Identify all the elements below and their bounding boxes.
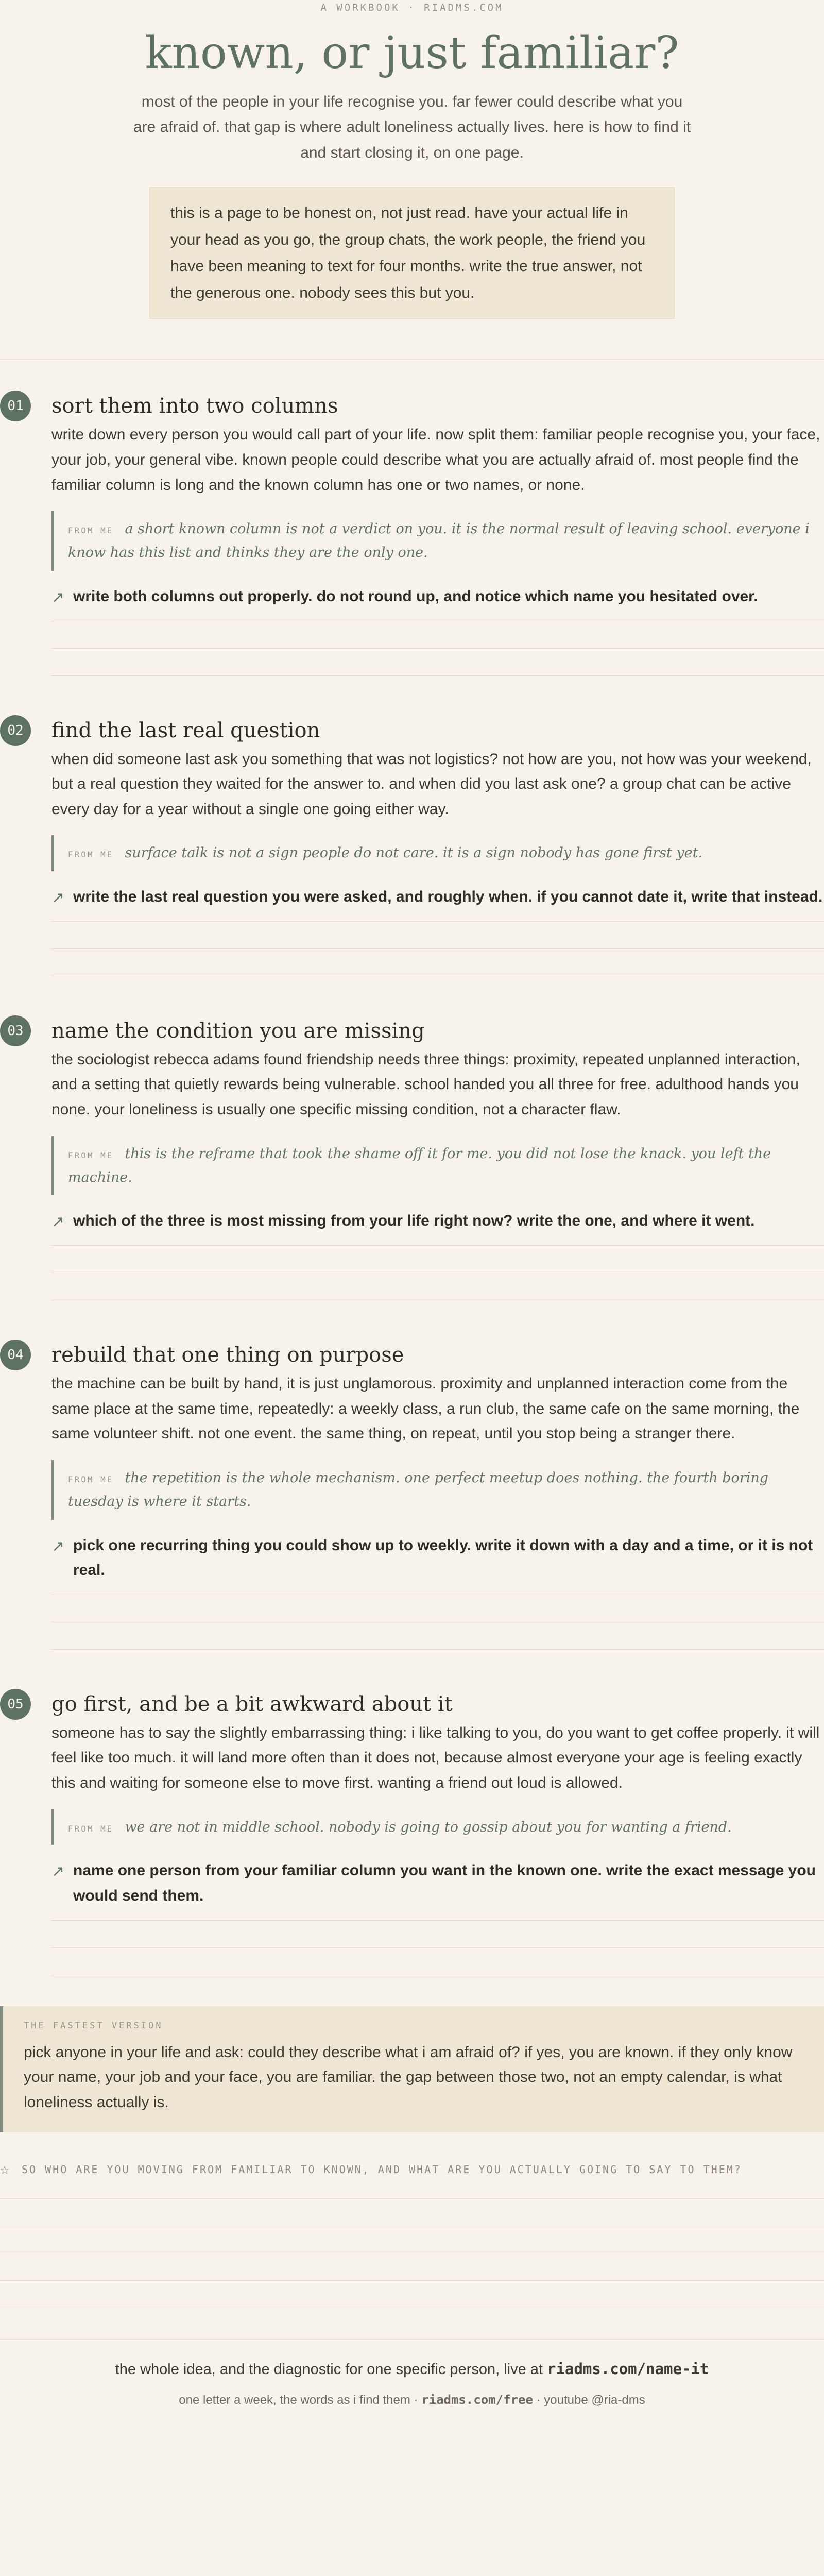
arrow-icon: ↗: [52, 1537, 65, 1555]
section-number: 01: [0, 391, 31, 421]
task-text: which of the three is most missing from your life right now? write the one, and where it went.: [73, 1212, 755, 1230]
writing-lines[interactable]: [52, 921, 824, 976]
from-me-quote: [52, 1809, 824, 1845]
task-text: pick one recurring thing you could show up to weekly. write it down with a day and a time, or it is not real.: [73, 1536, 813, 1579]
section-body: the machine can be built by hand, it is just unglamorous. proximity and unplanned interaction come from the same place at the same time, repeatedly: a weekly class, a run club, the same cafe on the same morning, the same volunteer shift. not one event. the same thing, on repeat, until you stop being a stranger there.: [52, 1375, 800, 1443]
section-1: [0, 391, 824, 675]
task-text: name one person from your familiar column you want in the known one. write the exact message you would send them.: [73, 1862, 816, 1905]
section-3: [0, 1015, 824, 1300]
name-it-link[interactable]: riadms.com/name-it: [547, 2360, 709, 2378]
section-title: go first, and be a bit awkward about it: [52, 1692, 453, 1716]
writing-lines[interactable]: [52, 1245, 824, 1300]
section-body: when did someone last ask you something that was not logistics? not how are you, not how was your weekend, but a real question they waited for the answer to. and when did you last ask one? a group chat can be active every day for a year without a single one going either way.: [52, 750, 812, 818]
arrow-icon: ↗: [52, 1213, 65, 1231]
footer-line-2-text: one letter a week, the words as i find them ·: [179, 2393, 418, 2408]
section-body: the sociologist rebecca adams found friendship needs three things: proximity, repeated unplanned interaction, and a setting that quietly rewards being vulnerable. school handed you all three for free. adulthood hands you none. your loneliness is usually one specific missing condition, not a character flaw.: [52, 1050, 800, 1118]
section-title: find the last real question: [52, 718, 320, 742]
quote-text: we are not in middle school. nobody is going to gossip about you for wanting a friend.: [125, 1819, 732, 1835]
footer-line-2: [0, 2393, 824, 2408]
fastest-version-panel: [0, 2006, 824, 2133]
section-title: sort them into two columns: [52, 394, 338, 418]
from-me-quote: [52, 1136, 824, 1196]
from-me-quote: [52, 1460, 824, 1520]
honesty-note: this is a page to be honest on, not just read. have your actual life in your head as you go, the group chats, the work people, the friend you have been meaning to text for four months. write the true answer, not the generous one. nobody sees this but you.: [149, 187, 675, 319]
from-me-quote: [52, 511, 824, 571]
quote-text: the repetition is the whole mechanism. one perfect meetup does nothing. the fourth boring tuesday is where it starts.: [68, 1469, 769, 1510]
task-prompt: [52, 1858, 824, 1908]
footer-line-2-suffix: · youtube @ria-dms: [536, 2393, 645, 2408]
from-me-label: FROM ME: [68, 1823, 114, 1834]
from-me-label: FROM ME: [68, 850, 114, 860]
footer-line-1: [0, 2360, 824, 2378]
intro-text: most of the people in your life recognise you. far fewer could describe what you are afraid of. that gap is where adult loneliness actually lives. here is how to find it and start closing it, on one page.: [133, 93, 691, 161]
section-5: [0, 1689, 824, 1975]
section-title: rebuild that one thing on purpose: [52, 1343, 404, 1367]
writing-lines[interactable]: [52, 1920, 824, 1975]
task-prompt: [52, 1209, 824, 1234]
from-me-quote: [52, 835, 824, 871]
closing-text: SO WHO ARE YOU MOVING FROM FAMILIAR TO KNOWN, AND WHAT ARE YOU ACTUALLY GOING TO SAY TO THEM?: [22, 2163, 742, 2176]
section-number: 02: [0, 715, 31, 746]
section-number: 04: [0, 1340, 31, 1370]
writing-lines[interactable]: [52, 621, 824, 676]
footer-line-1-text: the whole idea, and the diagnostic for one specific person, live at: [115, 2361, 543, 2378]
quote-text: this is the reframe that took the shame off it for me. you did not lose the knack. you left the machine.: [68, 1145, 771, 1185]
arrow-icon: ↗: [52, 589, 65, 606]
section-body: someone has to say the slightly embarrassing thing: i like talking to you, do you want to get coffee properly. it will feel like too much. it will land more often than it does not, because almost everyone your age is feeling exactly this and waiting for someone else to move first. wanting a friend out loud is allowed.: [52, 1724, 820, 1791]
fastest-body: pick anyone in your life and ask: could they describe what i am afraid of? if yes, you are known. if they only know your name, your job and your face, you are familiar. the gap between those two, not an empty calendar, is what loneliness actually is.: [24, 2043, 793, 2111]
from-me-label: FROM ME: [68, 1150, 114, 1160]
task-text: write the last real question you were asked, and roughly when. if you cannot date it, write that instead.: [73, 888, 823, 906]
quote-text: a short known column is not a verdict on you. it is the normal result of leaving school. everyone i know has this list and thinks they are the only one.: [68, 521, 810, 561]
closing-writing-lines[interactable]: [0, 2198, 824, 2308]
sections: [0, 391, 824, 1975]
task-prompt: [52, 584, 824, 609]
star-icon: ☆: [0, 2160, 11, 2179]
from-me-label: FROM ME: [68, 1474, 114, 1484]
free-link[interactable]: riadms.com/free: [421, 2393, 533, 2408]
header-divider: [0, 359, 824, 360]
page-title: known, or just familiar?: [145, 27, 679, 79]
section-2: [0, 715, 824, 976]
section-title: name the condition you are missing: [52, 1019, 425, 1043]
eyebrow: A WORKBOOK · RIADMS.COM: [320, 2, 504, 13]
task-text: write both columns out properly. do not round up, and notice which name you hesitated over.: [73, 588, 758, 605]
task-prompt: [52, 885, 824, 910]
section-4: [0, 1340, 824, 1650]
quote-text: surface talk is not a sign people do not care. it is a sign nobody has gone first yet.: [125, 845, 703, 861]
from-me-label: FROM ME: [68, 526, 114, 536]
section-number: 05: [0, 1689, 31, 1720]
arrow-icon: ↗: [52, 1863, 65, 1880]
writing-lines[interactable]: [52, 1595, 824, 1650]
fastest-label: THE FASTEST VERSION: [24, 2020, 163, 2031]
closing-question: [0, 2160, 824, 2179]
section-number: 03: [0, 1015, 31, 1046]
task-prompt: [52, 1533, 824, 1583]
footer-divider: [0, 2339, 824, 2340]
section-body: write down every person you would call part of your life. now split them: familiar people recognise you, your face, your job, your general vibe. known people could describe what you are actually afraid of. most people find the familiar column is long and the known column has one or two names, or none.: [52, 426, 820, 494]
arrow-icon: ↗: [52, 889, 65, 907]
